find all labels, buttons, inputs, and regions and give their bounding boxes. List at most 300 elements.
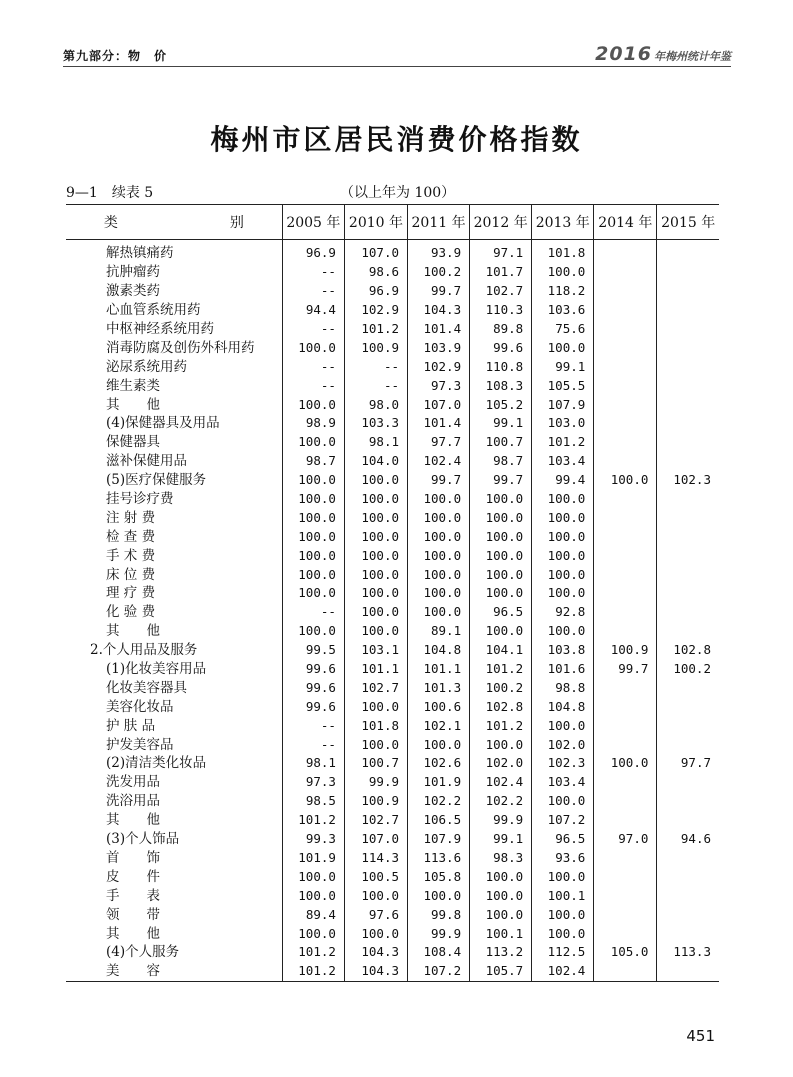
row-label: 护 肤 品 bbox=[106, 717, 156, 734]
table-row bbox=[66, 301, 719, 320]
value-cell: 102.9 bbox=[408, 357, 470, 376]
value-cell: 100.0 bbox=[344, 697, 407, 716]
value-cell: 97.0 bbox=[594, 830, 657, 849]
row-label: 消毒防腐及创伤外科用药 bbox=[106, 339, 255, 356]
value-cell: 100.0 bbox=[344, 565, 407, 584]
value-cell: 99.6 bbox=[282, 697, 344, 716]
value-cell: 100.7 bbox=[344, 754, 407, 773]
row-label: 皮 件 bbox=[106, 868, 160, 885]
value-cell: 96.9 bbox=[282, 240, 344, 263]
section-header: 第九部分：物 价 bbox=[63, 49, 168, 63]
value-cell bbox=[594, 395, 657, 414]
value-cell: 105.2 bbox=[470, 395, 532, 414]
value-cell bbox=[594, 240, 657, 263]
row-label: 滋补保健用品 bbox=[106, 453, 187, 470]
value-cell: 100.0 bbox=[470, 735, 532, 754]
value-cell: 102.2 bbox=[408, 792, 470, 811]
value-cell: 99.3 bbox=[282, 830, 344, 849]
value-cell bbox=[657, 357, 719, 376]
page-number: 451 bbox=[686, 1027, 715, 1045]
value-cell bbox=[657, 867, 719, 886]
row-label: 抗肿瘤药 bbox=[106, 264, 160, 281]
value-cell bbox=[594, 527, 657, 546]
value-cell: 94.4 bbox=[282, 301, 344, 320]
row-label: 激素类药 bbox=[106, 283, 160, 300]
row-label: 护发美容品 bbox=[106, 736, 174, 753]
table-row bbox=[66, 867, 719, 886]
row-label: (4)保健器具及用品 bbox=[106, 415, 220, 432]
value-cell bbox=[657, 811, 719, 830]
value-cell: 96.5 bbox=[470, 603, 532, 622]
value-cell: 104.8 bbox=[408, 641, 470, 660]
value-cell: -- bbox=[344, 357, 407, 376]
table-row bbox=[66, 697, 719, 716]
value-cell: -- bbox=[282, 603, 344, 622]
value-cell bbox=[594, 452, 657, 471]
value-cell: -- bbox=[282, 716, 344, 735]
row-label: 中枢神经系统用药 bbox=[106, 321, 214, 337]
table-row bbox=[66, 320, 719, 339]
value-cell: 100.9 bbox=[344, 792, 407, 811]
column-header-category: 类 别 bbox=[66, 205, 282, 240]
row-label: (3)个人饰品 bbox=[106, 831, 180, 848]
value-cell: 100.0 bbox=[532, 508, 594, 527]
value-cell: 100.5 bbox=[344, 867, 407, 886]
value-cell: 107.2 bbox=[408, 962, 470, 981]
row-label: 床 位 费 bbox=[106, 566, 156, 583]
table-row bbox=[66, 527, 719, 546]
value-cell: 100.0 bbox=[532, 565, 594, 584]
value-cell: 100.6 bbox=[408, 697, 470, 716]
value-cell: 98.3 bbox=[470, 849, 532, 868]
table-row bbox=[66, 546, 719, 565]
value-cell: 100.0 bbox=[532, 584, 594, 603]
table-row bbox=[66, 622, 719, 641]
value-cell: 101.9 bbox=[408, 773, 470, 792]
row-label: (1)化妆美容用品 bbox=[106, 661, 207, 678]
value-cell bbox=[594, 301, 657, 320]
value-cell: 101.4 bbox=[408, 320, 470, 339]
value-cell: 104.8 bbox=[532, 697, 594, 716]
value-cell bbox=[657, 338, 719, 357]
value-cell: 100.0 bbox=[344, 546, 407, 565]
value-cell: 100.0 bbox=[532, 338, 594, 357]
value-cell: 104.3 bbox=[344, 962, 407, 981]
value-cell bbox=[657, 490, 719, 509]
value-cell: 100.0 bbox=[532, 924, 594, 943]
value-cell bbox=[657, 603, 719, 622]
value-cell: 100.7 bbox=[470, 433, 532, 452]
value-cell: 100.0 bbox=[532, 622, 594, 641]
row-label: 其 他 bbox=[106, 623, 160, 640]
value-cell bbox=[657, 962, 719, 981]
value-cell bbox=[657, 452, 719, 471]
value-cell: 100.0 bbox=[408, 886, 470, 905]
value-cell: 100.0 bbox=[282, 584, 344, 603]
value-cell bbox=[594, 357, 657, 376]
page-title: 梅州市区居民消费价格指数 bbox=[210, 123, 583, 156]
table-body bbox=[66, 240, 719, 982]
value-cell bbox=[594, 584, 657, 603]
value-cell: 107.0 bbox=[344, 240, 407, 263]
value-cell: 103.4 bbox=[532, 452, 594, 471]
table-row bbox=[66, 282, 719, 301]
value-cell: 100.0 bbox=[408, 527, 470, 546]
value-cell: 100.0 bbox=[470, 565, 532, 584]
book-header bbox=[595, 43, 731, 65]
value-cell: 110.8 bbox=[470, 357, 532, 376]
table-row bbox=[66, 678, 719, 697]
value-cell bbox=[657, 584, 719, 603]
value-cell: 97.3 bbox=[282, 773, 344, 792]
value-cell: 100.0 bbox=[408, 584, 470, 603]
value-cell: 100.0 bbox=[344, 603, 407, 622]
row-label: 保健器具 bbox=[106, 434, 160, 451]
table-row bbox=[66, 603, 719, 622]
table-row bbox=[66, 943, 719, 962]
value-cell bbox=[594, 678, 657, 697]
value-cell: 101.1 bbox=[344, 660, 407, 679]
value-cell bbox=[657, 886, 719, 905]
value-cell bbox=[594, 886, 657, 905]
table-row bbox=[66, 433, 719, 452]
value-cell: 94.6 bbox=[657, 830, 719, 849]
value-cell bbox=[657, 565, 719, 584]
value-cell bbox=[657, 527, 719, 546]
column-header-2010: 2010 年 bbox=[344, 205, 407, 240]
value-cell: 99.6 bbox=[282, 678, 344, 697]
value-cell: 113.2 bbox=[470, 943, 532, 962]
value-cell bbox=[657, 376, 719, 395]
row-label: 洗发用品 bbox=[106, 774, 160, 791]
value-cell: 99.1 bbox=[470, 830, 532, 849]
value-cell: -- bbox=[282, 320, 344, 339]
header-divider bbox=[63, 66, 731, 67]
value-cell: 100.0 bbox=[532, 905, 594, 924]
value-cell: 100.0 bbox=[408, 565, 470, 584]
value-cell: 100.0 bbox=[344, 886, 407, 905]
value-cell: 99.6 bbox=[470, 338, 532, 357]
value-cell bbox=[657, 924, 719, 943]
row-label: (2)清洁类化妆品 bbox=[106, 755, 207, 772]
value-cell bbox=[657, 282, 719, 301]
value-cell bbox=[657, 622, 719, 641]
value-cell bbox=[594, 849, 657, 868]
value-cell: 100.0 bbox=[282, 490, 344, 509]
value-cell: 114.3 bbox=[344, 849, 407, 868]
value-cell: 93.9 bbox=[408, 240, 470, 263]
value-cell: 100.0 bbox=[344, 622, 407, 641]
value-cell: -- bbox=[282, 376, 344, 395]
value-cell: 98.7 bbox=[470, 452, 532, 471]
value-cell bbox=[657, 301, 719, 320]
value-cell bbox=[657, 716, 719, 735]
value-cell bbox=[657, 792, 719, 811]
table-row bbox=[66, 716, 719, 735]
value-cell: 107.0 bbox=[344, 830, 407, 849]
value-cell: 112.5 bbox=[532, 943, 594, 962]
value-cell: 97.3 bbox=[408, 376, 470, 395]
row-label: 领 带 bbox=[106, 906, 160, 923]
value-cell bbox=[657, 905, 719, 924]
value-cell: 100.1 bbox=[532, 886, 594, 905]
value-cell: 99.6 bbox=[282, 660, 344, 679]
value-cell bbox=[594, 811, 657, 830]
table-row bbox=[66, 886, 719, 905]
value-cell: -- bbox=[282, 357, 344, 376]
row-label: (4)个人服务 bbox=[106, 944, 180, 961]
row-label: 手 表 bbox=[106, 887, 160, 904]
row-label: 维生素类 bbox=[106, 377, 160, 394]
value-cell: 102.7 bbox=[470, 282, 532, 301]
table-row bbox=[66, 471, 719, 490]
row-label: (5)医疗保健服务 bbox=[106, 472, 207, 489]
value-cell: 101.2 bbox=[282, 962, 344, 981]
value-cell: 100.0 bbox=[470, 527, 532, 546]
table-row bbox=[66, 376, 719, 395]
row-label: 美容化妆品 bbox=[106, 698, 174, 715]
value-cell: 75.6 bbox=[532, 320, 594, 339]
table-row bbox=[66, 811, 719, 830]
value-cell: 99.7 bbox=[408, 282, 470, 301]
row-label: 其 他 bbox=[106, 396, 160, 413]
value-cell: 100.0 bbox=[532, 716, 594, 735]
value-cell: 101.2 bbox=[282, 811, 344, 830]
table-row bbox=[66, 773, 719, 792]
value-cell: 104.3 bbox=[344, 943, 407, 962]
value-cell: 100.0 bbox=[344, 508, 407, 527]
table-row bbox=[66, 584, 719, 603]
value-cell: 100.0 bbox=[594, 471, 657, 490]
row-label: 心血管系统用药 bbox=[106, 302, 201, 319]
value-cell: 100.0 bbox=[282, 924, 344, 943]
value-cell: 105.0 bbox=[594, 943, 657, 962]
value-cell: 107.2 bbox=[532, 811, 594, 830]
value-cell: 101.2 bbox=[344, 320, 407, 339]
value-cell: 102.8 bbox=[470, 697, 532, 716]
value-cell bbox=[594, 603, 657, 622]
value-cell: 89.4 bbox=[282, 905, 344, 924]
row-label: 解热镇痛药 bbox=[106, 245, 174, 262]
value-cell: 100.0 bbox=[282, 433, 344, 452]
value-cell: 104.3 bbox=[408, 301, 470, 320]
value-cell: 99.9 bbox=[470, 811, 532, 830]
value-cell bbox=[594, 282, 657, 301]
value-cell: 100.0 bbox=[282, 622, 344, 641]
value-cell: 105.8 bbox=[408, 867, 470, 886]
value-cell: 103.0 bbox=[532, 414, 594, 433]
value-cell bbox=[594, 508, 657, 527]
value-cell: 102.2 bbox=[470, 792, 532, 811]
value-cell bbox=[657, 240, 719, 263]
value-cell: 98.7 bbox=[282, 452, 344, 471]
value-cell: 100.0 bbox=[344, 735, 407, 754]
value-cell: 100.0 bbox=[344, 471, 407, 490]
value-cell: 102.6 bbox=[408, 754, 470, 773]
value-cell: 100.9 bbox=[594, 641, 657, 660]
value-cell bbox=[657, 546, 719, 565]
value-cell: 100.0 bbox=[344, 924, 407, 943]
table-row bbox=[66, 660, 719, 679]
value-cell: -- bbox=[344, 376, 407, 395]
value-cell: 99.1 bbox=[532, 357, 594, 376]
value-cell: 103.8 bbox=[532, 641, 594, 660]
value-cell: 105.7 bbox=[470, 962, 532, 981]
value-cell: 100.0 bbox=[282, 508, 344, 527]
value-cell bbox=[657, 735, 719, 754]
value-cell: 100.0 bbox=[408, 508, 470, 527]
value-cell: 89.8 bbox=[470, 320, 532, 339]
value-cell bbox=[594, 565, 657, 584]
value-cell: 102.4 bbox=[408, 452, 470, 471]
value-cell bbox=[594, 490, 657, 509]
value-cell bbox=[657, 433, 719, 452]
value-cell: 99.8 bbox=[408, 905, 470, 924]
value-cell: 102.7 bbox=[344, 811, 407, 830]
value-cell: 118.2 bbox=[532, 282, 594, 301]
value-cell bbox=[594, 376, 657, 395]
value-cell: 100.0 bbox=[408, 490, 470, 509]
value-cell bbox=[594, 867, 657, 886]
value-cell: 100.0 bbox=[408, 603, 470, 622]
table-row bbox=[66, 565, 719, 584]
table-row bbox=[66, 962, 719, 981]
value-cell: 100.0 bbox=[282, 886, 344, 905]
value-cell bbox=[657, 849, 719, 868]
value-cell bbox=[657, 263, 719, 282]
table-row bbox=[66, 395, 719, 414]
value-cell: 103.4 bbox=[532, 773, 594, 792]
value-cell: 110.3 bbox=[470, 301, 532, 320]
value-cell: 100.0 bbox=[282, 867, 344, 886]
value-cell: 100.2 bbox=[470, 678, 532, 697]
value-cell: 100.0 bbox=[470, 622, 532, 641]
value-cell: 92.8 bbox=[532, 603, 594, 622]
value-cell: 107.9 bbox=[408, 830, 470, 849]
value-cell: 106.5 bbox=[408, 811, 470, 830]
column-header-2015: 2015 年 bbox=[657, 205, 719, 240]
value-cell: 100.0 bbox=[594, 754, 657, 773]
table-row bbox=[66, 754, 719, 773]
table-row bbox=[66, 792, 719, 811]
value-cell: 102.7 bbox=[344, 678, 407, 697]
value-cell: 104.0 bbox=[344, 452, 407, 471]
value-cell: 100.0 bbox=[470, 508, 532, 527]
value-cell: 100.0 bbox=[282, 395, 344, 414]
value-cell: 99.7 bbox=[594, 660, 657, 679]
table-header-row bbox=[66, 205, 719, 240]
value-cell: 100.0 bbox=[532, 263, 594, 282]
value-cell: 102.8 bbox=[657, 641, 719, 660]
value-cell bbox=[594, 433, 657, 452]
value-cell: 99.5 bbox=[282, 641, 344, 660]
table-row bbox=[66, 830, 719, 849]
value-cell bbox=[594, 414, 657, 433]
value-cell: 101.7 bbox=[470, 263, 532, 282]
value-cell: 99.9 bbox=[344, 773, 407, 792]
value-cell: 100.0 bbox=[470, 584, 532, 603]
table-row bbox=[66, 263, 719, 282]
row-label: 手 术 费 bbox=[106, 547, 156, 564]
value-cell: 98.1 bbox=[344, 433, 407, 452]
value-cell bbox=[657, 320, 719, 339]
value-cell: 103.6 bbox=[532, 301, 594, 320]
value-cell bbox=[594, 905, 657, 924]
value-cell: 100.0 bbox=[282, 565, 344, 584]
value-cell: 97.6 bbox=[344, 905, 407, 924]
value-cell: 98.6 bbox=[344, 263, 407, 282]
row-label: 其 他 bbox=[106, 812, 160, 829]
value-cell: 102.9 bbox=[344, 301, 407, 320]
value-cell: 102.4 bbox=[532, 962, 594, 981]
table-row bbox=[66, 490, 719, 509]
value-cell: 100.2 bbox=[657, 660, 719, 679]
value-cell: 102.4 bbox=[470, 773, 532, 792]
row-label: 2.个人用品及服务 bbox=[90, 642, 198, 659]
column-header-2014: 2014 年 bbox=[594, 205, 657, 240]
value-cell: 97.1 bbox=[470, 240, 532, 263]
value-cell: 104.1 bbox=[470, 641, 532, 660]
value-cell bbox=[594, 320, 657, 339]
row-label: 化 验 费 bbox=[106, 604, 156, 621]
value-cell: 107.0 bbox=[408, 395, 470, 414]
value-cell bbox=[594, 338, 657, 357]
value-cell: 100.0 bbox=[532, 490, 594, 509]
value-cell bbox=[657, 678, 719, 697]
value-cell: 100.0 bbox=[532, 527, 594, 546]
value-cell: 101.2 bbox=[470, 716, 532, 735]
value-cell: 107.9 bbox=[532, 395, 594, 414]
column-header-2011: 2011 年 bbox=[408, 205, 470, 240]
value-cell: 100.0 bbox=[344, 584, 407, 603]
value-cell: -- bbox=[282, 282, 344, 301]
column-header-2013: 2013 年 bbox=[532, 205, 594, 240]
value-cell bbox=[594, 263, 657, 282]
value-cell: 102.0 bbox=[532, 735, 594, 754]
row-label: 注 射 费 bbox=[106, 509, 156, 526]
value-cell: 100.0 bbox=[282, 546, 344, 565]
value-cell: 101.2 bbox=[282, 943, 344, 962]
value-cell bbox=[657, 508, 719, 527]
value-cell: 100.0 bbox=[532, 546, 594, 565]
value-cell bbox=[657, 395, 719, 414]
value-cell: 101.8 bbox=[532, 240, 594, 263]
value-cell: 105.5 bbox=[532, 376, 594, 395]
value-cell: 100.9 bbox=[344, 338, 407, 357]
value-cell: 98.0 bbox=[344, 395, 407, 414]
row-label: 理 疗 费 bbox=[106, 585, 156, 602]
value-cell: 100.0 bbox=[532, 792, 594, 811]
value-cell: -- bbox=[282, 735, 344, 754]
row-label: 洗浴用品 bbox=[106, 793, 160, 810]
value-cell: 103.1 bbox=[344, 641, 407, 660]
table-row bbox=[66, 905, 719, 924]
table-row bbox=[66, 452, 719, 471]
value-cell bbox=[657, 414, 719, 433]
value-cell: -- bbox=[282, 263, 344, 282]
value-cell: 93.6 bbox=[532, 849, 594, 868]
value-cell bbox=[594, 622, 657, 641]
table-row bbox=[66, 508, 719, 527]
value-cell: 98.5 bbox=[282, 792, 344, 811]
value-cell: 99.4 bbox=[532, 471, 594, 490]
value-cell: 108.3 bbox=[470, 376, 532, 395]
value-cell: 102.3 bbox=[532, 754, 594, 773]
table-row bbox=[66, 924, 719, 943]
table-row bbox=[66, 357, 719, 376]
value-cell: 101.4 bbox=[408, 414, 470, 433]
value-cell: 101.2 bbox=[532, 433, 594, 452]
